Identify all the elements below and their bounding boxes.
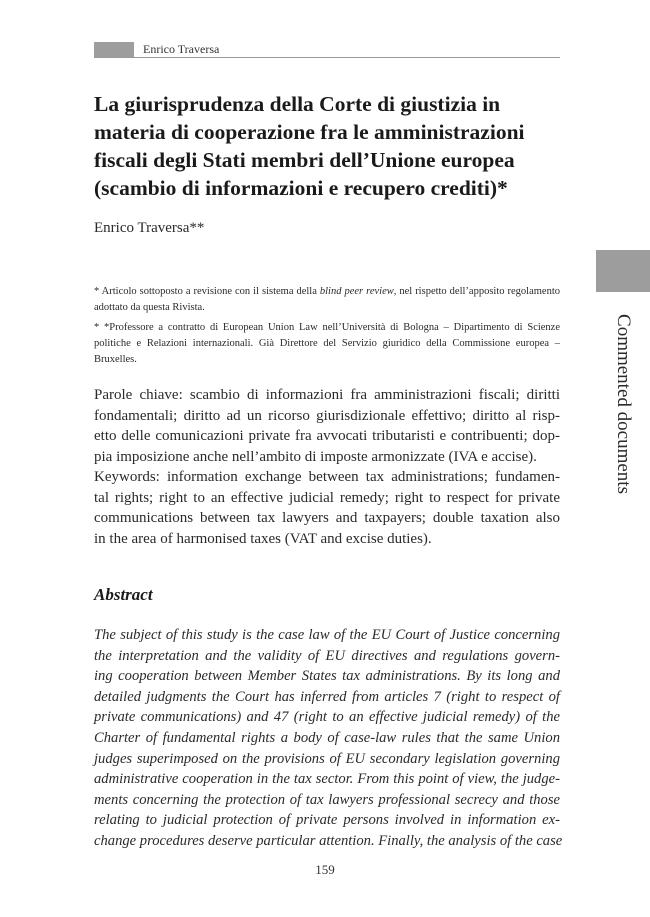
abstract-line: relating to judicial protection of private persons involved in information ex- — [94, 812, 560, 829]
keywords-line: etto delle comunicazioni private fra avvocati tributaristi e contribuenti; dop- — [94, 428, 560, 444]
title-line: (scambio di informazioni e recupero crediti)* — [94, 176, 508, 200]
title-line: materia di cooperazione fra le amministrazioni — [94, 120, 525, 144]
abstract-line: The subject of this study is the case law of the EU Court of Justice concerning — [94, 627, 560, 643]
keywords-line: communications between tax lawyers and taxpayers; double taxation also — [94, 510, 560, 526]
abstract-line: ments concerning the protection of tax lawyers professional secrecy and those — [94, 791, 560, 808]
header-bar — [94, 42, 134, 57]
footnote-italic-text: blind peer review — [319, 286, 394, 297]
abstract-line: ing cooperation between Member States tax administrations. By its long and — [94, 668, 560, 685]
section-label: Commented documents — [613, 314, 634, 494]
keywords-line: fondamentali; diritto ad un ricorso giurisdizionale effettivo; diritto al risp- — [94, 407, 560, 424]
abstract-line: change procedures deserve particular attention. Finally, the analysis of the case — [94, 832, 563, 849]
keywords-block — [94, 385, 560, 549]
footnote-text: * Articolo sottoposto a revisione con il sistema della — [94, 286, 320, 297]
abstract-line: administrative cooperation in the tax sector. From this point of view, the judge- — [94, 771, 560, 788]
abstract-line: judges superimposed on the provisions of EU secondary legislation governing — [94, 750, 560, 767]
abstract-heading: Abstract — [94, 585, 153, 604]
footnote-text: , nel rispetto dell’apposito regolamento adottato da questa Rivista. — [94, 286, 560, 313]
keywords-line: Parole chiave: scambio di informazioni fra amministrazioni fiscali; diritti — [94, 387, 560, 403]
keywords-line: pia imposizione anche nell’ambito di imposte armonizzate (IVA e accise). — [94, 448, 537, 465]
article-title — [94, 90, 574, 202]
abstract-body — [94, 625, 563, 852]
running-head-author: Enrico Traversa — [143, 42, 220, 56]
keywords-line: Keywords: information exchange between tax administrations; fundamen- — [94, 469, 560, 485]
abstract-line: the interpretation and the validity of EU directives and regulations govern- — [94, 647, 560, 664]
abstract-line: Charter of fundamental rights a body of case-law rules that the same Union — [94, 729, 560, 746]
keywords-line: tal rights; right to an effective judicial remedy; right to respect for private — [94, 489, 560, 506]
title-line: fiscali degli Stati membri dell’Unione europea — [94, 148, 515, 172]
keywords-line: in the area of harmonised taxes (VAT and excise duties). — [94, 530, 432, 547]
footnote-author-affiliation: * *Professore a contratto di European Union Law nell’Università di Bologna – Dipartimento di Scienze politiche e Relazioni internazionali. Già Direttore del Servizio giuridico della Commissione europea – Bruxelles. — [94, 322, 560, 365]
abstract-line: detailed judgments the Court has inferred from articles 7 (right to respect of — [94, 688, 560, 705]
abstract-line: private communications) and 47 (right to an effective judicial remedy) of the — [94, 709, 560, 726]
header-rule — [94, 57, 560, 58]
page-number: 159 — [315, 862, 335, 877]
article-author: Enrico Traversa** — [94, 220, 205, 236]
title-line: La giurisprudenza della Corte di giustizia in — [94, 92, 501, 116]
footnote-peer-review — [94, 284, 560, 316]
